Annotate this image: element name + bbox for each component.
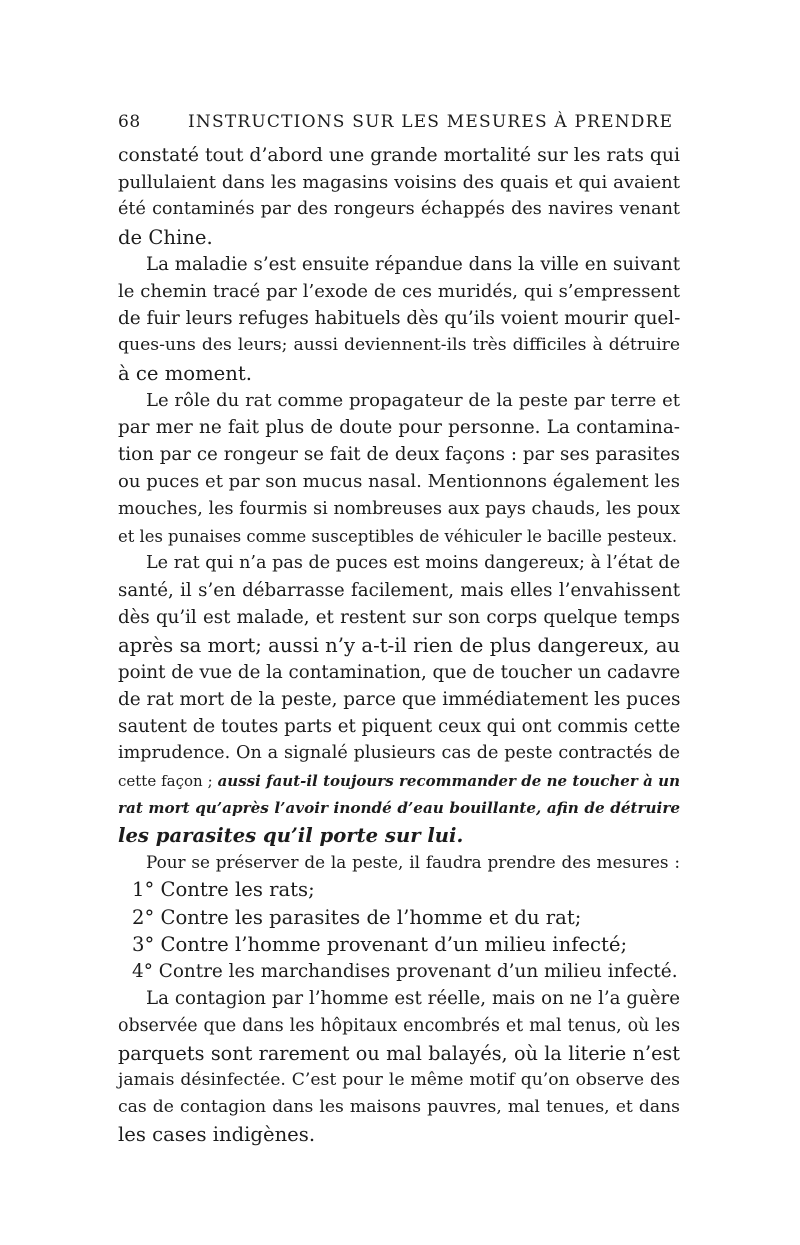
text-line: à ce moment. xyxy=(118,361,252,385)
text-line: après sa mort; aussi n’y a-t-il rien de plus dangereux, au xyxy=(118,633,680,657)
text-line: point de vue de la contamination, que de toucher un cadavre xyxy=(118,661,681,683)
text-line: Pour se préserver de la peste, il faudra prendre des mesures : xyxy=(146,852,680,873)
text-line: jamais désinfectée. C’est pour le même motif qu’on observe des xyxy=(118,1069,680,1090)
text-line: observée que dans les hôpitaux encombrés et mal tenus, où les xyxy=(118,1015,680,1036)
text-line: dès qu’il est malade, et restent sur son corps quelque temps xyxy=(118,607,680,629)
text-line: pullulaient dans les magasins voisins des quais et qui avaient xyxy=(118,172,680,194)
page-number: 68 xyxy=(118,112,141,132)
text-line: été contaminés par des rongeurs échappés des navires venant xyxy=(118,199,680,220)
text-line: sautent de toutes parts et piquent ceux qui ont commis cette xyxy=(118,716,681,738)
running-header xyxy=(118,112,680,132)
text-line: santé, il s’en débarrasse facilement, mais elles l’envahissent xyxy=(118,580,680,602)
italic-text: les parasites qu’il porte sur lui. xyxy=(118,824,464,848)
body-text xyxy=(118,142,680,1149)
list-item: 1° Contre les rats; xyxy=(132,878,315,902)
text-line: de fuir leurs refuges habituels dès qu’ils voient mourir quel- xyxy=(118,308,681,330)
text-line: La maladie s’est ensuite répandue dans la ville en suivant xyxy=(146,253,680,275)
text-line: mouches, les fourmis si nombreuses aux pays chauds, les poux xyxy=(118,498,680,519)
book-page xyxy=(118,112,680,1149)
italic-text: rat mort qu’après l’avoir inondé d’eau bouillante, afin de détruire xyxy=(118,798,680,817)
text-line: ques-uns des leurs; aussi deviennent-ils très difficiles à détruire xyxy=(118,335,680,356)
text-line: tion par ce rongeur se fait de deux façons : par ses parasites xyxy=(118,444,680,466)
text-line: ou puces et par son mucus nasal. Mentionnons également les xyxy=(118,471,680,493)
text-line: Le rôle du rat comme propagateur de la peste par terre et xyxy=(146,389,680,411)
text-line: par mer ne fait plus de doute pour personne. La contamina- xyxy=(118,417,680,439)
text-line xyxy=(118,795,680,822)
text-line: de Chine. xyxy=(118,225,213,249)
text-line: le chemin tracé par l’exode de ces muridés, qui s’empressent xyxy=(118,281,680,303)
text-line: parquets sont rarement ou mal balayés, où la literie n’est xyxy=(118,1041,680,1065)
text-line: imprudence. On a signalé plusieurs cas de peste contractés de xyxy=(118,743,680,764)
text-line: constaté tout d’abord une grande mortalité sur les rats qui xyxy=(118,145,680,166)
text-line: les cases indigènes. xyxy=(118,1123,316,1147)
list-item: 4° Contre les marchandises provenant d’un milieu infecté. xyxy=(132,961,678,983)
list-item: 3° Contre l’homme provenant d’un milieu infecté; xyxy=(132,932,628,956)
text-line xyxy=(118,822,680,849)
running-title: INSTRUCTIONS SUR LES MESURES À PRENDRE xyxy=(188,112,674,132)
text-line: Le rat qui n’a pas de puces est moins dangereux; à l’état de xyxy=(146,553,681,574)
text-line: de rat mort de la peste, parce que immédiatement les puces xyxy=(118,689,681,711)
italic-text: aussi faut-il toujours recommander de ne toucher à un xyxy=(217,771,680,790)
text-line: et les punaises comme susceptibles de véhiculer le bacille pesteux. xyxy=(118,526,678,546)
text-line: cas de contagion dans les maisons pauvres, mal tenues, et dans xyxy=(118,1097,680,1118)
list-item: 2° Contre les parasites de l’homme et du rat; xyxy=(132,905,582,929)
text-line: La contagion par l’homme est réelle, mais on ne l’a guère xyxy=(146,988,680,1010)
text-line: cette façon ; aussi faut-il toujours recommander de ne toucher à un xyxy=(118,771,680,790)
